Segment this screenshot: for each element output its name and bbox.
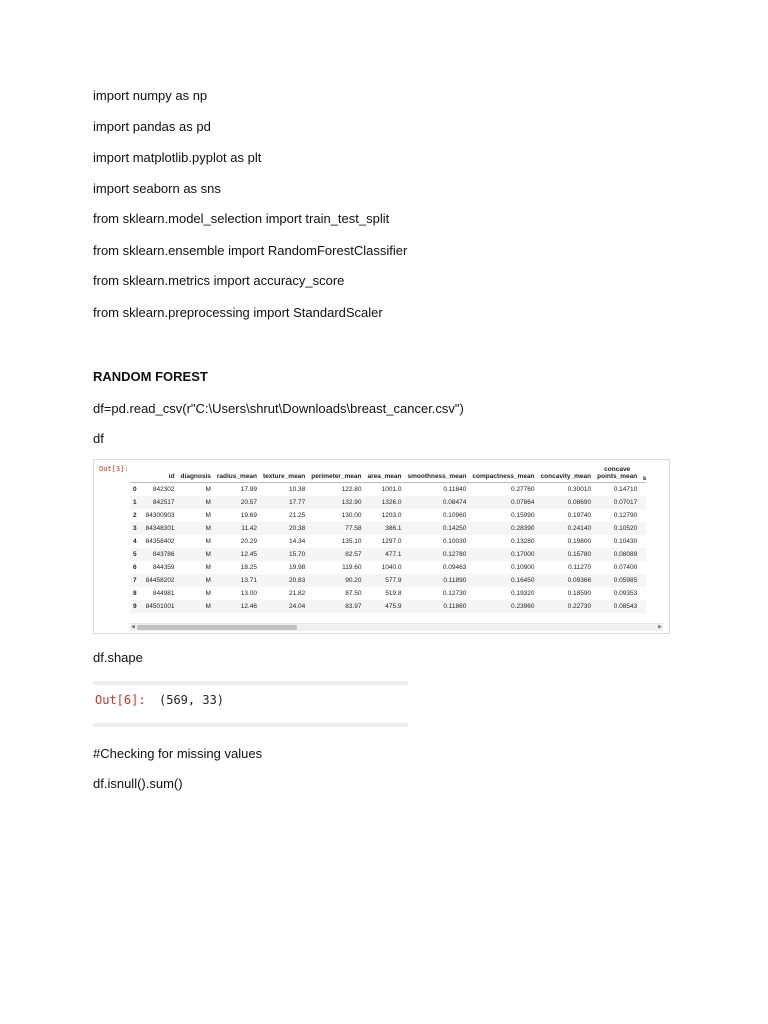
table-cell-truncated bbox=[640, 548, 646, 561]
row-index: 7 bbox=[130, 574, 143, 587]
table-row bbox=[130, 509, 646, 522]
table-cell: 844981 bbox=[152, 590, 175, 597]
row-index: 4 bbox=[133, 538, 137, 545]
table-cell: 1001.0 bbox=[381, 486, 402, 493]
dataframe-out-label: Out[3]: bbox=[99, 465, 129, 473]
table-cell: 84501001 bbox=[143, 600, 178, 613]
table-cell: 0.19740 bbox=[567, 512, 592, 519]
table-cell: 1297.0 bbox=[381, 538, 402, 545]
table-cell: 0.10960 bbox=[442, 512, 467, 519]
table-cell: 19.98 bbox=[289, 564, 306, 571]
table-cell: 0.12790 bbox=[613, 512, 638, 519]
column-header: texture_mean bbox=[260, 466, 308, 483]
code-line-isnull: df.isnull().sum() bbox=[93, 776, 183, 791]
table-cell-truncated bbox=[640, 483, 646, 497]
table-cell: 0.13280 bbox=[511, 538, 535, 545]
table-cell: M bbox=[205, 512, 211, 519]
table-cell: 13.00 bbox=[240, 590, 257, 597]
row-index: 0 bbox=[133, 486, 137, 493]
table-cell: 21.25 bbox=[289, 512, 306, 519]
table-cell: M bbox=[178, 496, 214, 509]
code-line-import-numpy: import numpy as np bbox=[93, 88, 208, 103]
table-cell-truncated bbox=[640, 535, 646, 548]
table-cell: 0.09353 bbox=[613, 590, 638, 597]
table-cell: 1203.0 bbox=[381, 512, 402, 519]
code-line-import-train-test-split: from sklearn.model_selection import train_test_split bbox=[93, 211, 390, 226]
table-cell: 0.14710 bbox=[613, 486, 638, 493]
table-cell: 0.08089 bbox=[594, 548, 640, 561]
table-row bbox=[130, 574, 646, 587]
table-cell: 0.10430 bbox=[613, 538, 638, 545]
table-cell: 82.57 bbox=[308, 548, 364, 561]
table-cell: 0.10030 bbox=[442, 538, 467, 545]
code-line-import-accuracy: from sklearn.metrics import accuracy_score bbox=[93, 273, 345, 288]
table-cell: 0.08543 bbox=[594, 600, 640, 613]
scroll-right-icon[interactable]: ▶ bbox=[658, 624, 662, 630]
section-heading: RANDOM FOREST bbox=[93, 369, 208, 384]
table-cell-truncated bbox=[640, 600, 646, 613]
table-row bbox=[130, 548, 646, 561]
table-cell: 19.69 bbox=[240, 512, 257, 519]
code-line-comment: #Checking for missing values bbox=[93, 746, 263, 761]
table-cell: 83.97 bbox=[308, 600, 364, 613]
table-cell: 24.04 bbox=[260, 600, 308, 613]
row-index: 6 bbox=[133, 564, 137, 571]
table-cell: 0.30010 bbox=[567, 486, 592, 493]
table-cell: 17.99 bbox=[240, 486, 257, 493]
table-cell: 0.05985 bbox=[594, 574, 640, 587]
scroll-left-icon[interactable]: ◀ bbox=[131, 624, 135, 630]
code-line-import-matplotlib: import matplotlib.pyplot as plt bbox=[93, 150, 262, 165]
table-cell: 0.09463 bbox=[442, 564, 467, 571]
code-line-import-random-forest: from sklearn.ensemble import RandomForestClassifier bbox=[93, 243, 408, 258]
table-cell: 84358402 bbox=[145, 538, 175, 545]
column-header: concave points_mean bbox=[594, 466, 640, 483]
table-row bbox=[130, 535, 646, 548]
table-cell: 12.46 bbox=[214, 600, 260, 613]
output-divider-bottom bbox=[93, 723, 408, 727]
table-cell: M bbox=[178, 548, 214, 561]
table-cell: 0.07017 bbox=[594, 496, 640, 509]
column-header bbox=[130, 466, 143, 483]
table-cell: 84300903 bbox=[145, 512, 175, 519]
code-line-import-seaborn: import seaborn as sns bbox=[93, 181, 221, 196]
table-cell: 0.16450 bbox=[469, 574, 537, 587]
table-cell: 87.50 bbox=[345, 590, 362, 597]
table-cell: 1040.0 bbox=[381, 564, 402, 571]
column-header: smoothness_mean bbox=[405, 466, 470, 483]
table-cell: M bbox=[205, 538, 211, 545]
table-cell: 0.11890 bbox=[405, 574, 470, 587]
table-cell: 0.28390 bbox=[469, 522, 537, 535]
table-cell: 0.10520 bbox=[594, 522, 640, 535]
table-cell: 0.11840 bbox=[443, 486, 467, 493]
table-cell-truncated bbox=[640, 561, 646, 574]
row-index: 5 bbox=[130, 548, 143, 561]
table-cell: 18.25 bbox=[240, 564, 257, 571]
table-cell: 135.10 bbox=[341, 538, 362, 545]
shape-value: (569, 33) bbox=[159, 693, 225, 707]
table-cell: 0.27760 bbox=[511, 486, 535, 493]
table-cell: 20.29 bbox=[240, 538, 257, 545]
table-cell: 0.11270 bbox=[568, 564, 592, 571]
table-cell: 11.42 bbox=[214, 522, 260, 535]
table-cell: 13.71 bbox=[214, 574, 260, 587]
code-line-import-pandas: import pandas as pd bbox=[93, 119, 211, 134]
dataframe-table bbox=[130, 466, 646, 613]
table-cell-truncated bbox=[640, 509, 646, 522]
output-divider-top bbox=[93, 681, 408, 685]
code-line-df-shape: df.shape bbox=[93, 650, 143, 665]
table-row bbox=[130, 522, 646, 535]
table-cell: M bbox=[178, 574, 214, 587]
table-row bbox=[130, 496, 646, 509]
column-header: compactness_mean bbox=[469, 466, 537, 483]
column-header: radius_mean bbox=[214, 466, 260, 483]
table-cell: 15.70 bbox=[260, 548, 308, 561]
table-cell: 90.20 bbox=[308, 574, 364, 587]
table-cell: M bbox=[205, 564, 211, 571]
table-cell: 519.8 bbox=[385, 590, 402, 597]
table-cell: 0.10900 bbox=[511, 564, 535, 571]
table-cell: 20.83 bbox=[260, 574, 308, 587]
table-cell: 0.23960 bbox=[469, 600, 537, 613]
table-cell: 119.60 bbox=[342, 564, 362, 571]
table-cell: 0.12730 bbox=[442, 590, 467, 597]
table-cell: 17.77 bbox=[260, 496, 308, 509]
shape-output bbox=[93, 681, 408, 727]
table-cell: 0.08690 bbox=[538, 496, 595, 509]
table-cell: 84458202 bbox=[143, 574, 178, 587]
table-cell: 14.34 bbox=[289, 538, 306, 545]
table-cell: 132.90 bbox=[308, 496, 364, 509]
table-cell: 130.00 bbox=[341, 512, 362, 519]
table-cell: 0.08474 bbox=[405, 496, 470, 509]
dataframe-output bbox=[93, 459, 670, 634]
row-index: 1 bbox=[130, 496, 143, 509]
table-cell: 10.38 bbox=[289, 486, 306, 493]
table-cell: 21.82 bbox=[289, 590, 306, 597]
horizontal-scrollbar[interactable] bbox=[130, 623, 663, 631]
column-header: area_mean bbox=[365, 466, 405, 483]
table-cell-truncated bbox=[640, 574, 646, 587]
table-cell: 842517 bbox=[143, 496, 178, 509]
row-index: 8 bbox=[133, 590, 137, 597]
row-index: 9 bbox=[130, 600, 143, 613]
table-cell: M bbox=[178, 600, 214, 613]
table-row bbox=[130, 561, 646, 574]
table-cell: 0.07864 bbox=[469, 496, 537, 509]
table-cell: 77.58 bbox=[308, 522, 364, 535]
row-index: 3 bbox=[130, 522, 143, 535]
table-cell: 843786 bbox=[143, 548, 178, 561]
shape-out-label: Out[6]: bbox=[95, 693, 146, 707]
table-cell: 0.12780 bbox=[405, 548, 470, 561]
code-line-import-scaler: from sklearn.preprocessing import StandardScaler bbox=[93, 305, 383, 320]
column-header: s bbox=[640, 466, 646, 483]
column-header: diagnosis bbox=[178, 466, 214, 483]
table-cell: 0.09366 bbox=[538, 574, 595, 587]
table-cell: 84348301 bbox=[143, 522, 178, 535]
table-cell: 122.80 bbox=[341, 486, 362, 493]
table-row bbox=[130, 483, 646, 497]
table-cell: 0.19800 bbox=[567, 538, 592, 545]
table-row bbox=[130, 600, 646, 613]
table-cell: 844359 bbox=[152, 564, 175, 571]
table-cell: M bbox=[205, 486, 211, 493]
table-cell: 20.38 bbox=[260, 522, 308, 535]
table-cell: 0.11860 bbox=[405, 600, 470, 613]
table-cell: 12.45 bbox=[214, 548, 260, 561]
table-cell: 0.24140 bbox=[538, 522, 595, 535]
table-cell: 0.18590 bbox=[567, 590, 592, 597]
table-cell-truncated bbox=[640, 496, 646, 509]
table-cell: 0.15780 bbox=[538, 548, 595, 561]
table-cell: 477.1 bbox=[365, 548, 405, 561]
code-line-read-csv: df=pd.read_csv(r"C:\Users\shrut\Downloads\breast_cancer.csv") bbox=[93, 401, 464, 416]
table-cell: 577.9 bbox=[365, 574, 405, 587]
column-header: id bbox=[143, 466, 178, 483]
row-index: 2 bbox=[133, 512, 137, 519]
code-line-df: df bbox=[93, 431, 104, 446]
table-cell: 0.07400 bbox=[613, 564, 638, 571]
table-cell: 0.15990 bbox=[511, 512, 535, 519]
table-cell: 20.57 bbox=[214, 496, 260, 509]
table-cell: M bbox=[205, 590, 211, 597]
column-header: concavity_mean bbox=[538, 466, 595, 483]
table-cell: 1326.0 bbox=[365, 496, 405, 509]
scrollbar-thumb[interactable] bbox=[137, 625, 297, 630]
table-cell: 0.22730 bbox=[538, 600, 595, 613]
table-cell: 386.1 bbox=[365, 522, 405, 535]
table-row bbox=[130, 587, 646, 600]
column-header: perimeter_mean bbox=[308, 466, 364, 483]
table-cell: 842302 bbox=[152, 486, 175, 493]
table-cell: 475.9 bbox=[365, 600, 405, 613]
table-cell: 0.17000 bbox=[469, 548, 537, 561]
table-cell-truncated bbox=[640, 587, 646, 600]
table-cell-truncated bbox=[640, 522, 646, 535]
table-cell: M bbox=[178, 522, 214, 535]
table-cell: 0.14250 bbox=[405, 522, 470, 535]
table-cell: 0.19320 bbox=[511, 590, 535, 597]
